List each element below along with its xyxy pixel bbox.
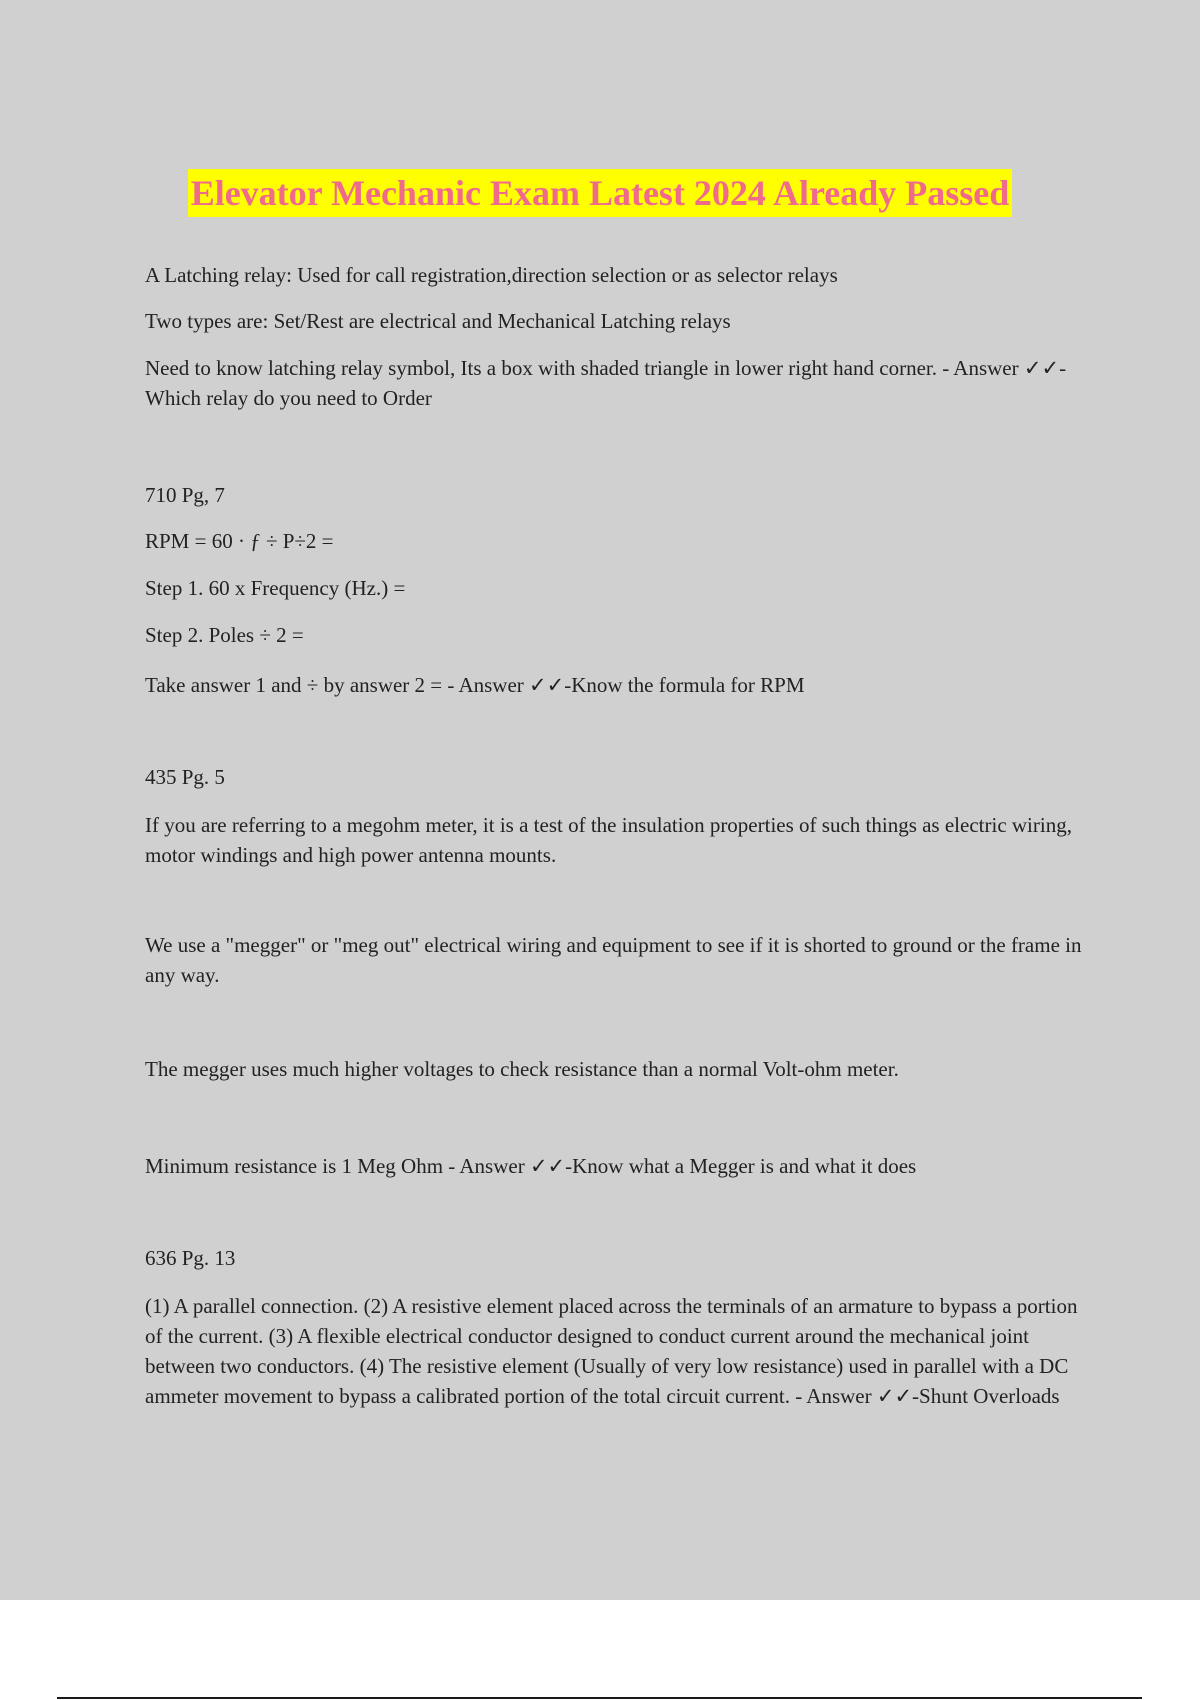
- section-reference-710: 710 Pg, 7: [145, 483, 225, 507]
- title-container: [0, 169, 1200, 217]
- paragraph-step-1: Step 1. 60 x Frequency (Hz.) =: [145, 576, 406, 600]
- paragraph-shunt-definition: (1) A parallel connection. (2) A resistive element placed across the terminals of an armature to bypass a portion of the current. (3) A flexible electrical conductor designed to conduct current around the mechanical joint between two conductors. (4) The resistive element (Usually of very low resistance) used in parallel with a DC ammeter movement to bypass a calibrated portion of the total circuit current. - Answer ✓✓-Shunt Overloads: [145, 1294, 1078, 1408]
- paragraph-megger-answer: Minimum resistance is 1 Meg Ohm - Answer ✓✓-Know what a Megger is and what it does: [145, 1154, 917, 1178]
- section-reference-435: 435 Pg. 5: [145, 765, 225, 789]
- paragraph-relay-types: Two types are: Set/Rest are electrical and Mechanical Latching relays: [145, 309, 731, 333]
- paragraph-relay-symbol: Need to know latching relay symbol, Its a box with shaded triangle in lower right hand corner. - Answer ✓✓-Which relay do you need to Order: [145, 356, 1067, 410]
- paragraph-latching-relay: A Latching relay: Used for call registration,direction selection or as selector relays: [145, 263, 838, 287]
- paragraph-rpm-formula: RPM = 60 · ƒ ÷ P÷2 =: [145, 529, 334, 553]
- section-reference-636: 636 Pg. 13: [145, 1246, 236, 1270]
- paragraph-megger-voltage: The megger uses much higher voltages to check resistance than a normal Volt-ohm meter.: [145, 1057, 899, 1081]
- paragraph-step-2: Step 2. Poles ÷ 2 =: [145, 623, 304, 647]
- paragraph-megger-usage: We use a "megger" or "meg out" electrical wiring and equipment to see if it is shorted to ground or the frame in any way.: [145, 933, 1082, 987]
- footer-divider: [57, 1697, 1142, 1699]
- page-title: Elevator Mechanic Exam Latest 2024 Already Passed: [188, 169, 1013, 217]
- paragraph-megohm-meter: If you are referring to a megohm meter, it is a test of the insulation properties of such things as electric wiring, motor windings and high power antenna mounts.: [145, 813, 1072, 867]
- paragraph-rpm-answer: Take answer 1 and ÷ by answer 2 = - Answer ✓✓-Know the formula for RPM: [145, 673, 805, 697]
